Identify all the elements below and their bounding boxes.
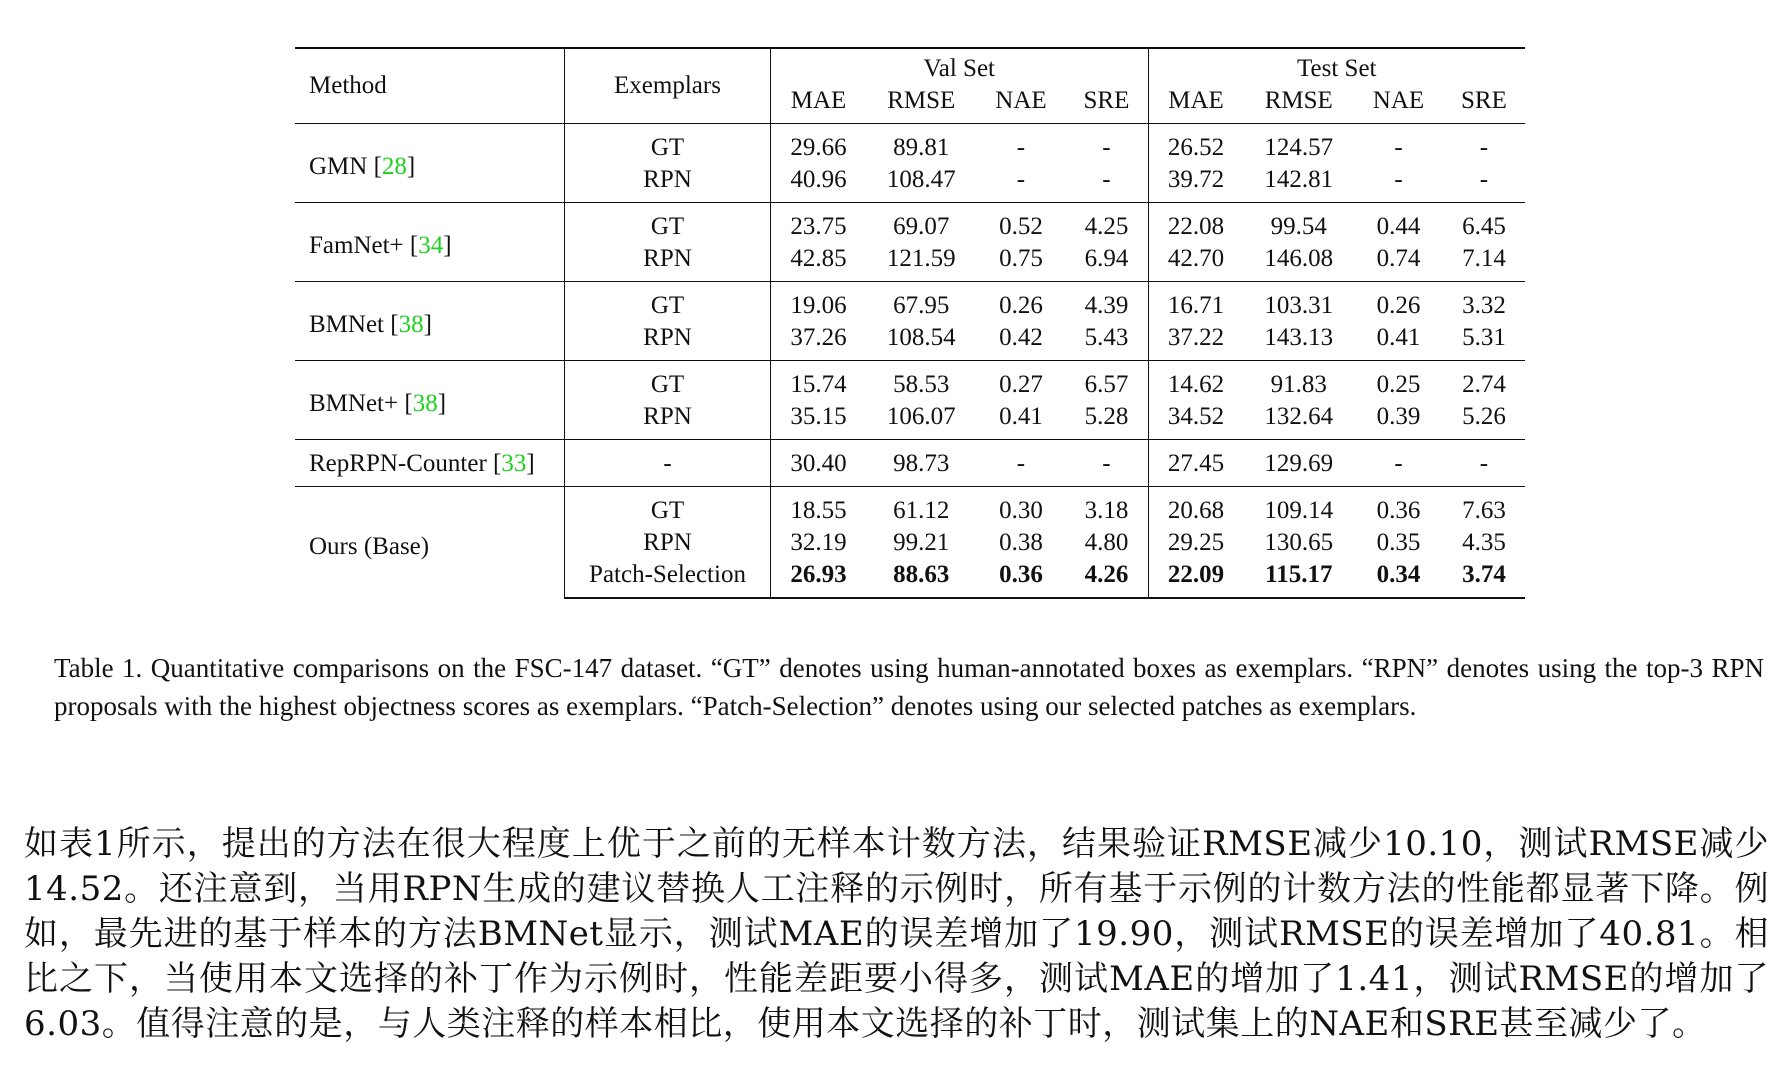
table-row: [295, 440, 1525, 487]
metric-value-cell: 18.55: [771, 487, 867, 528]
metric-value-cell: 98.73: [866, 440, 976, 487]
metric-value-cell: 37.22: [1167, 324, 1225, 351]
metric-value-cell: 108.54: [886, 324, 956, 351]
metric-value-cell: 0.44: [1354, 203, 1443, 244]
metric-value-cell: 0.38: [999, 529, 1043, 556]
table-row: [295, 124, 1525, 165]
exemplar-cell: RPN: [565, 527, 771, 559]
metric-value-cell: -: [1065, 440, 1148, 487]
exemplar-cell: -: [565, 440, 771, 487]
metric-value-cell: 26.93: [771, 559, 867, 598]
metric-value-cell: 91.83: [1244, 361, 1354, 402]
exemplar-cell: RPN: [565, 401, 771, 440]
metric-value-cell: 2.74: [1443, 361, 1525, 402]
metric-value-cell: 40.96: [790, 166, 847, 193]
metric-value-cell: 22.08: [1148, 203, 1244, 244]
metric-value-cell: 39.72: [1167, 166, 1225, 193]
metric-value-cell: 0.41: [1376, 324, 1421, 351]
exemplar-cell: GT: [565, 124, 771, 165]
body-paragraph: 如表1所示，提出的方法在很大程度上优于之前的无样本计数方法，结果验证RMSE减少10.10，测试RMSE减少14.52。还注意到，当用RPN生成的建议替换人工注释的示例时，所有基于示例的计数方法的性能都显著下降。例如，最先进的基于样本的方法BMNet显示，测试MAE的误差增加了19.90，测试RMSE的误差增加了40.81。相比之下，当使用本文选择的补丁作为示例时，性能差距要小得多，测试MAE的增加了1.41，测试RMSE的增加了6.03。值得注意的是，与人类注释的样本相比，使用本文选择的补丁时，测试集上的NAE和SRE甚至减少了。: [24, 824, 1769, 1044]
metric-value-cell: 69.07: [866, 203, 976, 244]
metric-value-cell: -: [1443, 440, 1525, 487]
exemplar-cell: GT: [565, 361, 771, 402]
metric-value-cell: 121.59: [886, 245, 956, 272]
metric-value-cell: 37.26: [790, 324, 847, 351]
metric-value-cell: 3.18: [1065, 487, 1148, 528]
method-name: FamNet+ [: [309, 232, 419, 259]
metric-value-cell: -: [977, 124, 1066, 165]
metric-value-cell: 0.74: [1376, 245, 1421, 272]
metric-value-cell: 61.12: [866, 487, 976, 528]
results-table-container: [295, 47, 1525, 599]
metric-value-cell: 0.26: [1354, 282, 1443, 323]
table-row: [295, 361, 1525, 402]
citation-bracket: ]: [437, 390, 447, 417]
metric-value-cell: 14.62: [1148, 361, 1244, 402]
metric-value-cell: 4.35: [1462, 529, 1506, 556]
metric-value-cell: 0.41: [999, 403, 1043, 430]
method-name-cell: [295, 361, 565, 440]
metric-header: MAE: [790, 87, 847, 114]
method-name: BMNet+ [: [309, 390, 413, 417]
method-name: RepRPN-Counter [: [309, 450, 502, 477]
metric-value-cell: -: [1016, 166, 1026, 193]
metric-value-cell: 7.14: [1462, 245, 1506, 272]
metric-value-cell: -: [1065, 164, 1148, 203]
citation-bracket: ]: [443, 232, 452, 259]
metric-value-cell: 22.09: [1148, 559, 1244, 598]
metric-value-cell: 146.08: [1264, 245, 1334, 272]
exemplars-header: Exemplars: [565, 48, 771, 124]
metric-value-cell: 0.36: [1354, 487, 1443, 528]
metric-value-cell: 42.70: [1167, 245, 1225, 272]
metric-value-cell: 109.14: [1244, 487, 1354, 528]
metric-value-cell: 4.80: [1065, 527, 1148, 559]
metric-value-cell: 6.57: [1065, 361, 1148, 402]
method-name-cell: [295, 124, 565, 203]
metric-value-cell: 0.27: [977, 361, 1066, 402]
method-name-cell: [295, 282, 565, 361]
metric-value-cell: 7.63: [1443, 487, 1525, 528]
table-header: [295, 48, 1525, 124]
table-body: [295, 124, 1525, 599]
metric-value-cell: 129.69: [1244, 440, 1354, 487]
metric-value-cell: 5.26: [1462, 403, 1506, 430]
metric-value-cell: 58.53: [866, 361, 976, 402]
metric-value-cell: 0.42: [999, 324, 1043, 351]
metric-value-cell: -: [1065, 124, 1148, 165]
metric-header: RMSE: [1264, 87, 1333, 114]
metric-value-cell: 16.71: [1148, 282, 1244, 323]
metric-value-cell: 20.68: [1148, 487, 1244, 528]
val-set-header: Val Set: [771, 48, 1149, 85]
metric-value-cell: 15.74: [771, 361, 867, 402]
citation-bracket: ]: [406, 153, 416, 180]
exemplar-cell: GT: [565, 282, 771, 323]
metric-header: NAE: [995, 87, 1047, 114]
metric-value-cell: 4.26: [1065, 559, 1148, 598]
metric-value-cell: 5.28: [1065, 401, 1148, 440]
metric-value-cell: 3.74: [1443, 559, 1525, 598]
metric-value-cell: -: [1443, 124, 1525, 165]
metric-value-cell: 23.75: [771, 203, 867, 244]
metric-value-cell: 67.95: [866, 282, 976, 323]
metric-value-cell: 143.13: [1264, 324, 1334, 351]
exemplar-cell: GT: [565, 203, 771, 244]
method-name-cell: [295, 487, 565, 599]
metric-value-cell: 3.32: [1443, 282, 1525, 323]
metric-value-cell: 132.64: [1264, 403, 1334, 430]
method-name-cell: [295, 203, 565, 282]
metric-value-cell: -: [1354, 124, 1443, 165]
metric-header: NAE: [1372, 87, 1425, 114]
metric-header: SRE: [1461, 87, 1507, 114]
exemplar-cell: GT: [565, 487, 771, 528]
metric-value-cell: 99.21: [893, 529, 950, 556]
results-table: [295, 47, 1525, 599]
metric-value-cell: 103.31: [1244, 282, 1354, 323]
metric-value-cell: 26.52: [1148, 124, 1244, 165]
metric-value-cell: 115.17: [1244, 559, 1354, 598]
citation-link[interactable]: 38: [398, 311, 424, 338]
exemplar-cell: RPN: [565, 243, 771, 282]
test-set-header: Test Set: [1297, 55, 1377, 82]
metric-value-cell: 89.81: [866, 124, 976, 165]
citation-link[interactable]: 38: [412, 390, 438, 417]
metric-value-cell: 0.26: [977, 282, 1066, 323]
table-row: [295, 203, 1525, 244]
metric-value-cell: 6.94: [1065, 243, 1148, 282]
method-name-cell: [295, 440, 565, 487]
citation-link[interactable]: 33: [501, 450, 527, 477]
table-row: [295, 282, 1525, 323]
metric-value-cell: 0.30: [977, 487, 1066, 528]
metric-value-cell: 30.40: [771, 440, 867, 487]
exemplar-cell: RPN: [565, 164, 771, 203]
metric-value-cell: 34.52: [1167, 403, 1225, 430]
metric-value-cell: 88.63: [866, 559, 976, 598]
metric-header: MAE: [1168, 87, 1224, 114]
metric-value-cell: 4.25: [1065, 203, 1148, 244]
metric-value-cell: 99.54: [1244, 203, 1354, 244]
metric-value-cell: 0.36: [977, 559, 1066, 598]
metric-value-cell: 29.66: [771, 124, 867, 165]
method-name: Ours (Base): [309, 532, 430, 560]
citation-link[interactable]: 28: [381, 153, 407, 180]
metric-value-cell: 32.19: [790, 529, 847, 556]
citation-bracket: ]: [423, 311, 432, 338]
citation-bracket: ]: [526, 450, 535, 477]
metric-value-cell: 0.34: [1354, 559, 1443, 598]
metric-value-cell: 27.45: [1148, 440, 1244, 487]
metric-value-cell: 42.85: [790, 245, 847, 272]
metric-value-cell: 5.43: [1065, 322, 1148, 361]
metric-value-cell: 0.39: [1376, 403, 1421, 430]
table-row: [295, 487, 1525, 528]
metric-value-cell: 108.47: [886, 166, 956, 193]
metric-value-cell: 4.39: [1065, 282, 1148, 323]
exemplar-cell: Patch-Selection: [565, 559, 771, 598]
exemplar-cell: RPN: [565, 322, 771, 361]
metric-value-cell: 130.65: [1264, 529, 1334, 556]
metric-value-cell: 5.31: [1462, 324, 1506, 351]
metric-value-cell: 0.75: [999, 245, 1043, 272]
metric-value-cell: 0.52: [977, 203, 1066, 244]
metric-value-cell: 106.07: [886, 403, 956, 430]
metric-value-cell: 0.35: [1376, 529, 1421, 556]
table-caption: Table 1. Quantitative comparisons on the FSC-147 dataset. “GT” denotes using human-annotated boxes as exemplars. “RPN” denotes using the top-3 RPN proposals with the highest objectness scores as exemplars. “Patch-Selection” denotes using our selected patches as exemplars.: [54, 653, 1764, 721]
metric-value-cell: 35.15: [790, 403, 847, 430]
metric-value-cell: -: [1479, 166, 1489, 193]
metric-value-cell: -: [977, 440, 1066, 487]
metric-value-cell: 19.06: [771, 282, 867, 323]
method-header: Method: [295, 48, 565, 124]
metric-header: RMSE: [887, 87, 956, 114]
method-name: BMNet [: [309, 311, 399, 338]
method-name: GMN [: [309, 153, 382, 180]
metric-value-cell: 29.25: [1167, 529, 1225, 556]
metric-value-cell: 142.81: [1264, 166, 1334, 193]
metric-header: SRE: [1065, 85, 1148, 124]
metric-value-cell: 6.45: [1443, 203, 1525, 244]
metric-value-cell: 0.25: [1354, 361, 1443, 402]
metric-value-cell: -: [1354, 440, 1443, 487]
metric-value-cell: 124.57: [1244, 124, 1354, 165]
metric-value-cell: -: [1394, 166, 1403, 193]
citation-link[interactable]: 34: [418, 232, 444, 259]
